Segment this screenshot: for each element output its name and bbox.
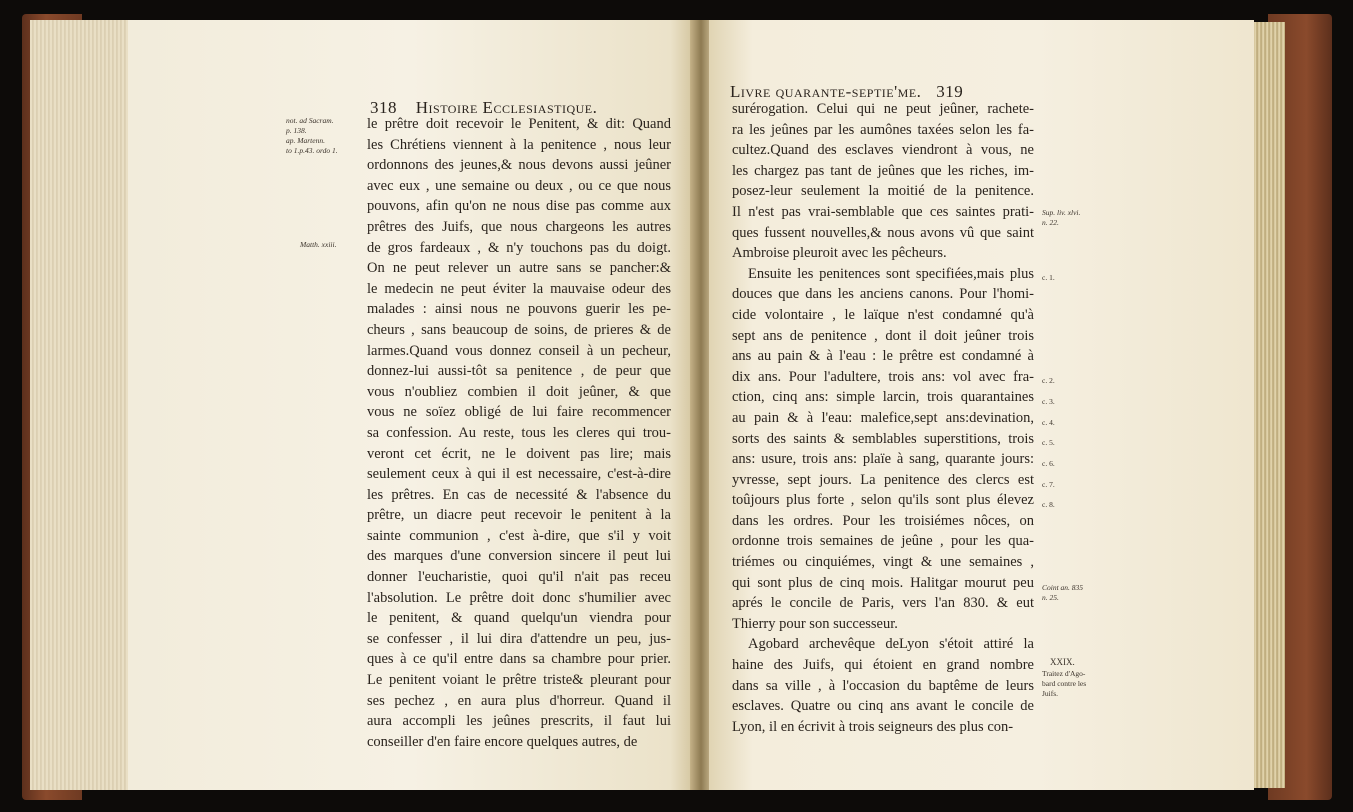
right-margin-note: c. 2. (1042, 376, 1055, 385)
text-line: malades : ainsi nous ne pouvons guerir les pe- (367, 301, 671, 318)
text-line: vous ne soïez obligé de lui faire recommencer (367, 404, 671, 421)
text-line: vous n'oubliez combien il doit jeûner, & que (367, 383, 671, 400)
text-line: ordonnons des jeunes,& nous devons aussi jeûner (367, 157, 671, 174)
text-line: les chargez pas tant de jeûnes que les riches, im- (732, 162, 1034, 179)
text-line: les prêtres. En cas de necessité & l'absence du (367, 486, 671, 503)
text-line: aura accompli les jeûnes prescrits, il faut lui (367, 713, 671, 730)
text-line: pouvons, afin qu'on ne nous dise pas comme aux (367, 198, 671, 215)
left-margin-note: not. ad Sacram. (286, 116, 334, 125)
text-line: Il n'est pas vrai-semblable que ces saintes prati- (732, 203, 1034, 220)
text-line: conseiller d'en faire encore quelques autres, de (367, 733, 638, 750)
text-line: surérogation. Celui qui ne peut jeûner, rachete- (732, 101, 1034, 117)
text-line: triémes ou cinquiémes, vingt & une semaines , (732, 554, 1034, 571)
left-page-title: Histoire Ecclesiastique. (415, 98, 598, 117)
text-line: seulement ceux à qui il est necessaire, c'est-à-dire (367, 466, 671, 483)
right-margin-note: c. 5. (1042, 438, 1055, 447)
text-line: cide volontaire , le laïque n'est condamné qu'à (732, 306, 1034, 323)
text-line: ques fussent nouvelles,& nous avons vû que saint (732, 224, 1034, 241)
text-line: avec eux , une semaine ou deux , ou ce que nous (367, 177, 671, 194)
text-line: ction, cinq ans: simple larcin, trois quarantaines (732, 389, 1034, 406)
text-line: donner l'eucharistie, quoi qu'il n'ait pas receu (367, 569, 671, 586)
text-line: au pain & à l'eau: malefice,sept ans:devination, (732, 409, 1034, 426)
right-margin-note: Sup. liv. xlvi. (1042, 208, 1081, 217)
right-margin-note: c. 4. (1042, 418, 1055, 427)
text-line: prêtres des Juifs, que nous chargeons les autres (367, 218, 671, 235)
text-line: se confesser , il lui dira d'attendre un peu, jus- (367, 630, 671, 647)
text-line: sorts des saints & semblables superstitions, trois (732, 430, 1034, 447)
text-line: veront cet écrit, ne le doivent pas lire; mais (367, 445, 671, 462)
left-margin-note: p. 138. (286, 126, 307, 135)
text-line: le medecin ne peut éviter la mauvaise odeur des (367, 280, 671, 297)
text-line: dans sa ville , à l'occasion du baptême de leurs (732, 677, 1034, 694)
text-line: toûjours plus forte , selon qu'ils sont plus élevez (732, 492, 1034, 509)
right-margin-note: c. 8. (1042, 500, 1055, 509)
text-line: ordonne trois semaines de jeûne , pour les qua- (732, 533, 1034, 550)
text-line: cheurs , sans beaucoup de soins, de prieres & de (367, 321, 671, 338)
text-line: ans: usure, trois ans: plaïe à sang, quarante jours: (732, 451, 1034, 468)
left-margin-note: ap. Martenn. (286, 136, 325, 145)
text-line: Ensuite les penitences sont specifiées,mais plus (748, 265, 1034, 282)
right-margin-note: c. 3. (1042, 397, 1055, 406)
text-line: Le penitent voiant le prêtre triste& pleurant pour (367, 672, 671, 689)
right-margin-note: c. 6. (1042, 459, 1055, 468)
right-margin-note: Coint an. 835 (1042, 583, 1084, 592)
text-line: yvresse, sept jours. La penitence des clercs est (732, 471, 1034, 488)
text-line: sainte communion , c'est à-dire, que s'il y voit (367, 527, 671, 544)
left-margin-note: Matth. xxiii. (300, 240, 337, 249)
text-line: douces que dans les anciens canons. Pour l'homi- (732, 286, 1034, 303)
text-line: sept ans de penitence , dont il doit jeûner trois (732, 327, 1034, 344)
right-page-edges (1250, 22, 1285, 788)
text-line: ans au pain & à l'eau : le prêtre est condamné à (732, 348, 1034, 365)
right-text-column (732, 99, 1034, 737)
right-margin-note: bard contre les (1042, 679, 1087, 688)
text-line: esclaves. Quatre ou cinq ans avant le concile de (732, 698, 1034, 715)
text-line: aprés le concile de Paris, vers l'an 830. & eut (732, 595, 1034, 612)
right-margin-note: Juifs. (1042, 689, 1059, 698)
text-line: dix ans. Pour l'adultere, trois ans: vol avec fra- (732, 368, 1034, 385)
right-margin-note: Traitez d'Ago- (1042, 669, 1086, 678)
right-margin-note: n. 25. (1042, 593, 1059, 602)
text-line: On ne peut relever un autre sans se pancher:& (367, 260, 671, 277)
text-line: sa confession. Au reste, tous les cleres qui trou- (367, 424, 671, 441)
text-line: Agobard archevêque deLyon s'étoit attiré la (748, 636, 1034, 653)
text-line: Ambroise pleuroit avec les pêcheurs. (732, 245, 947, 262)
right-margin-note: c. 1. (1042, 273, 1055, 282)
left-margin-note: to 1.p.43. ordo 1. (286, 146, 338, 155)
right-page-number: 319 (936, 82, 964, 101)
left-page-number: 318 (370, 98, 397, 117)
text-line: qui sont plus de cinq mois. Halitgar mourut peu (732, 574, 1034, 591)
right-page-title: Livre quarante-septie'me. (730, 82, 922, 101)
text-line: les Chrétiens viennent à la penitence , nous leur (367, 136, 671, 153)
text-line: cultez.Quand des esclaves viendront à vous, ne (732, 142, 1034, 159)
right-margin-note: n. 22. (1042, 218, 1059, 227)
text-line: l'absolution. Le prêtre doit donc s'humilier avec (367, 589, 671, 606)
right-margin-note: c. 7. (1042, 480, 1055, 489)
right-margin-note: XXIX. (1050, 657, 1075, 667)
left-page-edges (30, 20, 140, 790)
text-line: Thierry pour son successeur. (732, 615, 898, 632)
text-line: le penitent, & quand quelqu'un viendra pour (367, 610, 671, 627)
text-line: ra les jeûnes par les aumônes taxées selon les fa- (732, 121, 1034, 138)
text-line: des marques d'une conversion sincere il peut lui (367, 548, 671, 565)
text-line: larmes.Quand vous donnez conseil à un pecheur, (367, 342, 671, 359)
text-line: haine des Juifs, qui étoient en grand nombre (732, 657, 1034, 674)
left-text-column (367, 114, 671, 752)
text-line: dans les ordres. Pour les troisiémes nôces, on (732, 512, 1034, 529)
text-line: de gros fardeaux , & n'y touchons pas du doigt. (367, 239, 671, 256)
text-line: le prêtre doit recevoir le Penitent, & dit: Quand (367, 116, 671, 132)
text-line: posez-leur seulement la moitié de la penitence. (732, 183, 1034, 200)
text-line: donnez-lui aussi-tôt sa penitence , de peur que (367, 363, 671, 380)
text-line: Lyon, il en écrivit à trois seigneurs des plus con- (732, 718, 1014, 735)
text-line: prêtre, un diacre peut recevoir le penitent à la (367, 507, 671, 524)
text-line: ses pechez , en aura plus d'horreur. Quand il (367, 692, 671, 709)
text-line: ques à ce qu'il entre dans sa chambre pour prier. (367, 651, 671, 668)
